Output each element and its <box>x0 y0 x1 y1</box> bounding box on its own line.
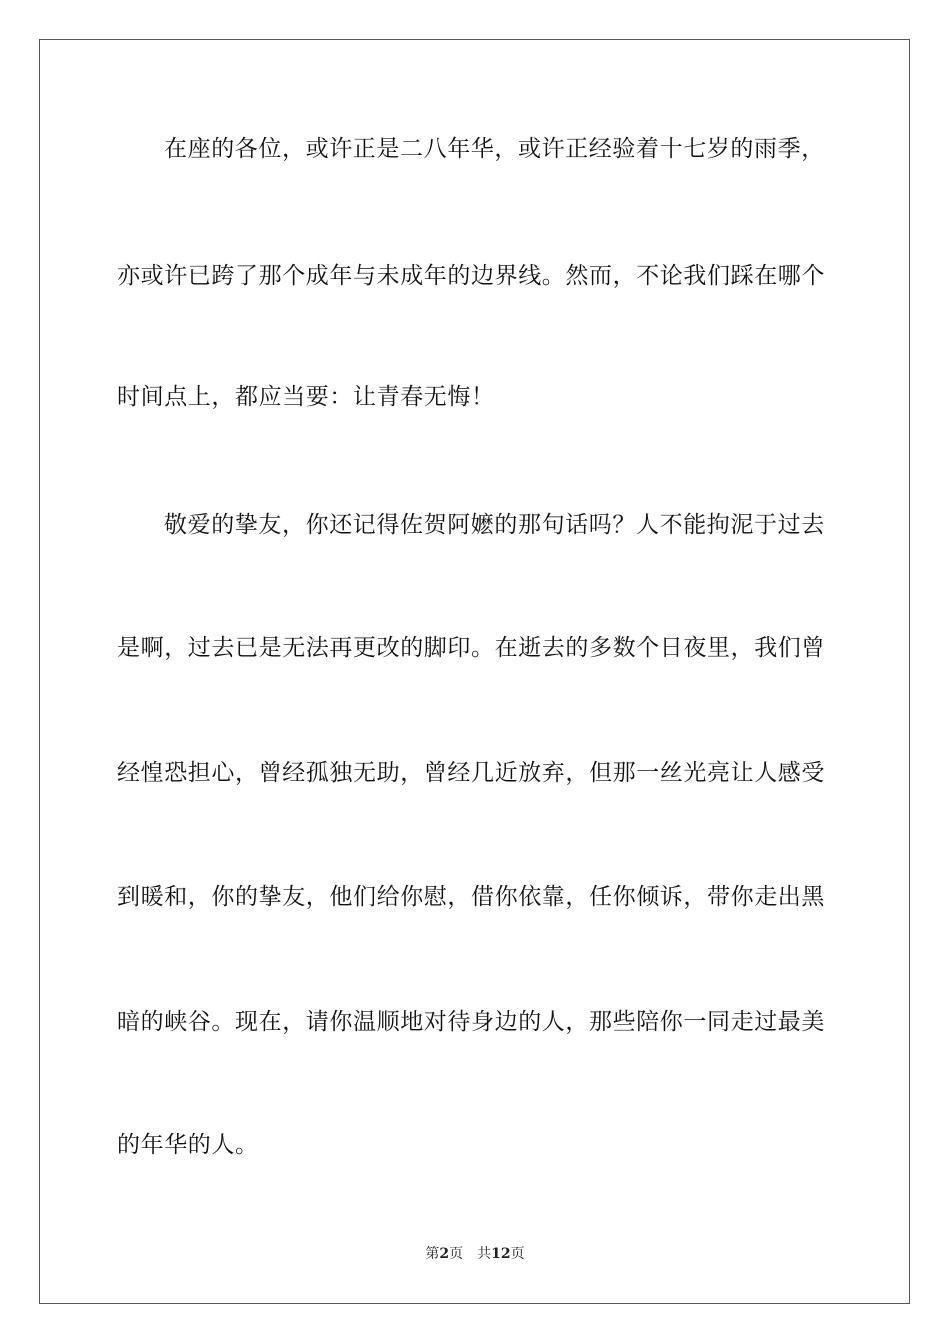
total-prefix: 共 <box>477 1246 492 1262</box>
page-footer <box>0 1245 950 1263</box>
page-suffix: 页 <box>449 1246 464 1262</box>
paragraph-1-line-2: 亦或许已跨了那个成年与未成年的边界线。然而，不论我们踩在哪个 <box>117 263 825 289</box>
paragraph-1-line-1: 在座的各位，或许正是二八年华，或许正经验着十七岁的雨季， <box>164 136 825 162</box>
paragraph-2-line-1: 敬爱的挚友，你还记得佐贺阿嬷的那句话吗？人不能拘泥于过去 <box>164 512 825 538</box>
paragraph-2-line-3: 经惶恐担心，曾经孤独无助，曾经几近放弃，但那一丝光亮让人感受 <box>117 760 825 786</box>
paragraph-2-line-4: 到暖和，你的挚友，他们给你慰，借你依靠，任你倾诉，带你走出黑 <box>117 884 825 910</box>
page-number: 2 <box>439 1246 450 1262</box>
page-border <box>39 39 910 1304</box>
total-number: 12 <box>491 1246 511 1262</box>
paragraph-2-line-6: 的年华的人。 <box>117 1132 259 1158</box>
total-pages-label <box>477 1246 524 1262</box>
paragraph-2-line-5: 暗的峡谷。现在，请你温顺地对待身边的人，那些陪你一同走过最美 <box>117 1009 825 1035</box>
paragraph-1-line-3: 时间点上，都应当要：让青春无悔！ <box>117 384 495 410</box>
page-prefix: 第 <box>425 1246 440 1262</box>
paragraph-2-line-2: 是啊，过去已是无法再更改的脚印。在逝去的多数个日夜里，我们曾 <box>117 635 825 661</box>
total-suffix: 页 <box>510 1246 525 1262</box>
page-number-label <box>425 1246 463 1262</box>
